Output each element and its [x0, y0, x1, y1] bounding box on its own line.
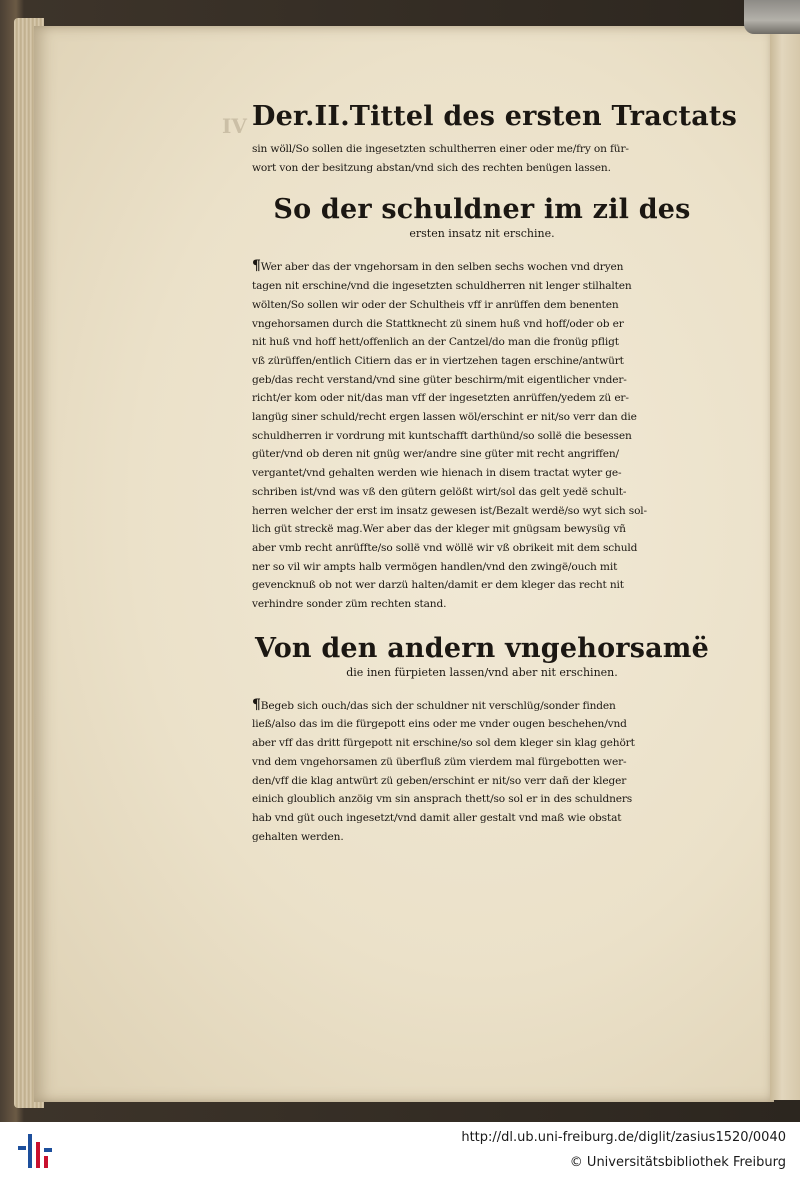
section-heading: So der schuldner im zil des: [273, 194, 691, 226]
show-through-text: IV: [222, 114, 247, 138]
text-line: wort von der besitzung abstan/vnd sich des rechten benügen lassen.: [252, 161, 611, 174]
text-line: hab vnd güt ouch ingesetzt/vnd damit aller gestalt vnd maß wie obstat: [252, 811, 622, 824]
section-subheading: ersten insatz nit erschine.: [409, 227, 555, 241]
viewer-footer: [0, 1122, 800, 1179]
pilcrow-icon: ¶: [252, 258, 261, 275]
text-line: ner so vil wir ampts halb vermögen handlen/vnd den zwingë/ouch mit: [252, 560, 618, 573]
text-line: herren welcher der erst im insatz gewesen ist/Bezalt werdë/so wyt sich sol-: [252, 504, 647, 517]
text-line: gehalten werden.: [252, 830, 344, 843]
text-line: güter/vnd ob deren nit gnüg wer/andre sine güter mit recht angriffen/: [252, 448, 619, 461]
heading-continuation: [252, 140, 712, 177]
permalink[interactable]: http://dl.ub.uni-freiburg.de/diglit/zasius1520/0040: [461, 1130, 786, 1145]
text-line: vnd dem vngehorsamen zü überfluß züm vierdem mal fürgebotten wer-: [252, 755, 627, 768]
text-line: schriben ist/vnd was vß den gütern gelößt wirt/sol das gelt yedë schult-: [252, 485, 627, 498]
text-line: tagen nit erschine/vnd die ingesetzten schuldherren nit lenger stilhalten: [252, 280, 632, 293]
text-line: gevencknuß ob not wer darzü halten/damit er dem kleger das recht nit: [252, 579, 624, 592]
library-logo-icon[interactable]: [16, 1130, 56, 1172]
text-line-content: Wer aber das der vngehorsam in den selben sechs wochen vnd dryen: [260, 261, 624, 274]
text-line: den/vff die klag antwürt zü geben/erschint er nit/so verr dañ der kleger: [252, 774, 627, 787]
text-line: nit huß vnd hoff hett/offenlich an der Cantzel/do man die fronüg pfligt: [252, 336, 619, 349]
text-line: [252, 257, 712, 277]
copyright-notice: © Universitätsbibliothek Freiburg: [569, 1155, 786, 1170]
chapter-heading: Der.II.Tittel des ersten Tractats: [252, 101, 737, 132]
paragraph: [252, 257, 712, 613]
text-line: [252, 696, 712, 716]
text-line: richt/er kom oder nit/das man vff der ingesetzten anrüffen/yedem zü er-: [252, 392, 629, 405]
text-line: ließ/also das im die fürgepott eins oder me vnder ougen beschehen/vnd: [252, 718, 627, 731]
text-line: aber vmb recht anrüffte/so sollë vnd wöllë wir vß obrikeit mit dem schuld: [252, 541, 638, 554]
text-line: geb/das recht verstand/vnd sine güter beschirm/mit eigentlicher vnder-: [252, 373, 627, 386]
text-line: aber vff das dritt fürgepott nit erschine/so sol dem kleger sin klag gehört: [252, 737, 635, 750]
page-text: [252, 100, 737, 846]
text-line-content: Begeb sich ouch/das sich der schuldner nit verschlüg/sonder finden: [260, 699, 616, 712]
paragraph: [252, 696, 712, 847]
text-line: vngehorsamen durch die Stattknecht zü sinem huß vnd hoff/oder ob er: [252, 317, 624, 330]
text-line: einich gloublich anzöig vm sin ansprach thett/so sol er in des schuldners: [252, 793, 633, 806]
section-subheading: die inen fürpieten lassen/vnd aber nit erschinen.: [346, 665, 618, 679]
text-line: sin wöll/So sollen die ingesetzten schultherren einer oder me/fry on für-: [252, 143, 629, 155]
scan-color-card: [744, 0, 800, 34]
text-line: langüg siner schuld/recht ergen lassen wöl/erschint er nit/so verr dan die: [252, 411, 637, 424]
text-line: wölten/So sollen wir oder der Schultheis vff ir anrüffen dem benenten: [252, 298, 619, 311]
logo-graphic: [16, 1130, 56, 1172]
facing-page-edge: [770, 20, 800, 1100]
text-line: schuldherren ir vordrung mit kuntschafft darthünd/so sollë die besessen: [252, 429, 632, 442]
text-line: vß zürüffen/entlich Citiern das er in viertzehen tagen erschine/antwürt: [252, 354, 624, 367]
section-heading: Von den andern vngehorsamë: [255, 632, 709, 664]
text-line: vergantet/vnd gehalten werden wie hienach in disem tractat wyter ge-: [252, 467, 622, 480]
text-line: verhindre sonder züm rechten stand.: [252, 598, 447, 611]
pilcrow-icon: ¶: [252, 696, 261, 713]
text-line: lich güt streckë mag.Wer aber das der kleger mit gnügsam bewysüg vñ: [252, 523, 626, 536]
